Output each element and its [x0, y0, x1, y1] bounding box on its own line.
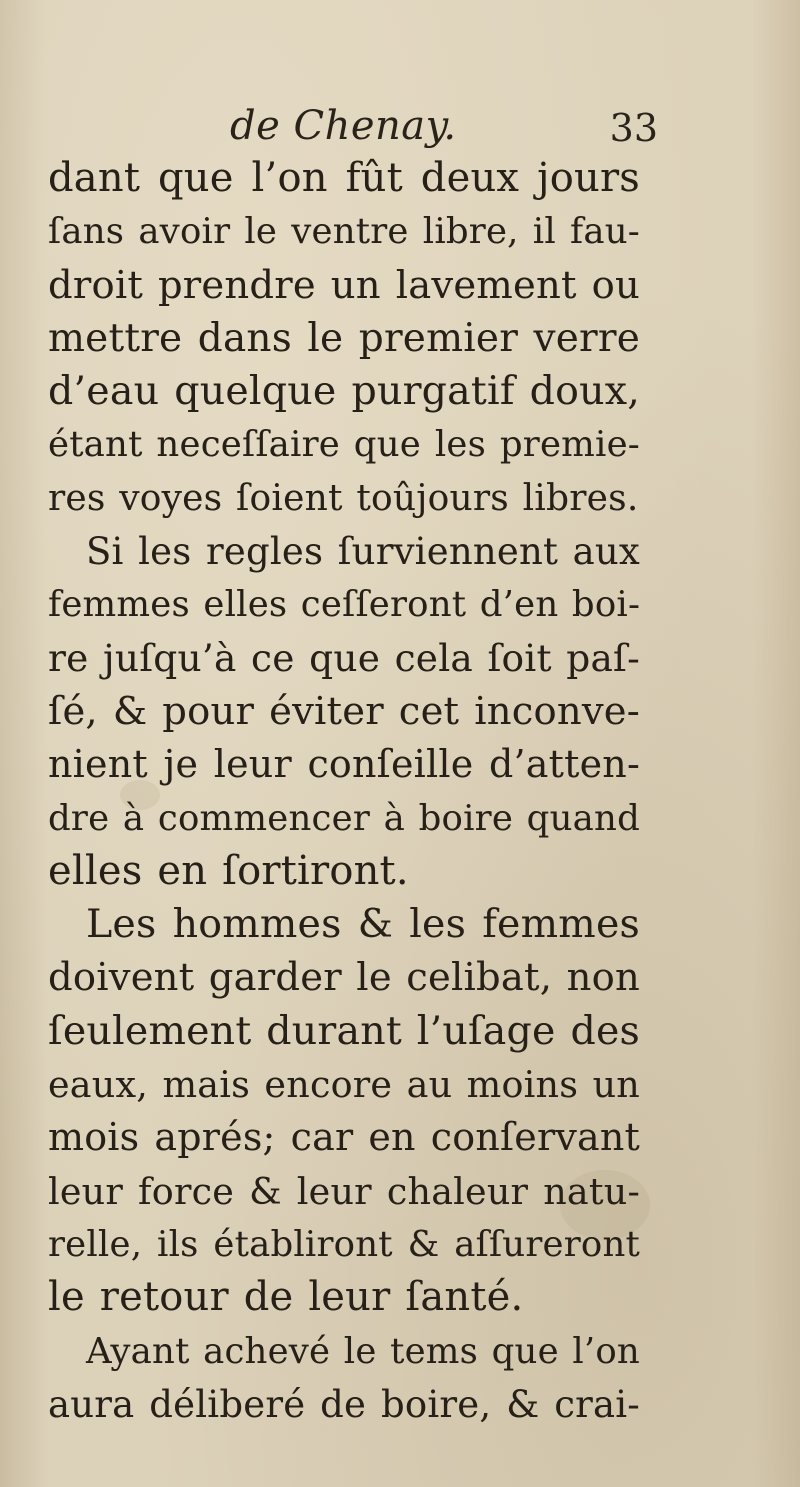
page-number: 33	[609, 106, 658, 150]
text-line: étant neceſſaire que les premie-	[48, 424, 640, 466]
paragraph-start-line: Ayant achevé le tems que l’on	[86, 1330, 640, 1372]
text-line: droit prendre un lavement ou	[48, 262, 640, 308]
text-line: eaux, mais encore au moins un	[48, 1063, 640, 1107]
text-line: mois aprés; car en conſervant	[48, 1115, 640, 1160]
body-text	[48, 152, 640, 1431]
text-line: d’eau quelque purgatif doux,	[48, 368, 640, 415]
text-line: ſeulement durant l’uſage des	[48, 1007, 640, 1054]
running-title: de Chenay.	[230, 103, 457, 149]
text-line: re juſqu’à ce que cela ſoit paſ-	[48, 635, 640, 680]
text-line: nient je leur conſeille d’atten-	[48, 742, 640, 787]
text-line: res voyes ſoient toûjours libres.	[48, 477, 639, 519]
text-line: femmes elles ceſſeront d’en boi-	[48, 584, 641, 626]
text-line: relle, ils établiront & aſſureront	[48, 1223, 640, 1265]
text-line: dre à commencer à boire quand	[48, 797, 640, 839]
text-line: elles en ſortiront.	[48, 847, 409, 894]
text-line: ſé, & pour éviter cet inconve-	[48, 688, 640, 734]
text-line: dant que l’on fût deux jours	[48, 155, 640, 201]
text-line: leur force & leur chaleur natu-	[48, 1169, 640, 1213]
running-header	[48, 100, 658, 152]
text-line: doivent garder le celibat, non	[48, 955, 640, 1001]
paragraph-start-line: Les hommes & les femmes	[86, 901, 640, 948]
text-line: le retour de leur ſanté.	[48, 1274, 524, 1321]
text-line: ſans avoir le ventre libre, il fau-	[48, 211, 640, 253]
text-line: mettre dans le premier verre	[48, 315, 640, 361]
text-line: aura déliberé de boire, & crai-	[48, 1382, 640, 1426]
paragraph-start-line: Si les regles ſurviennent aux	[86, 530, 640, 574]
